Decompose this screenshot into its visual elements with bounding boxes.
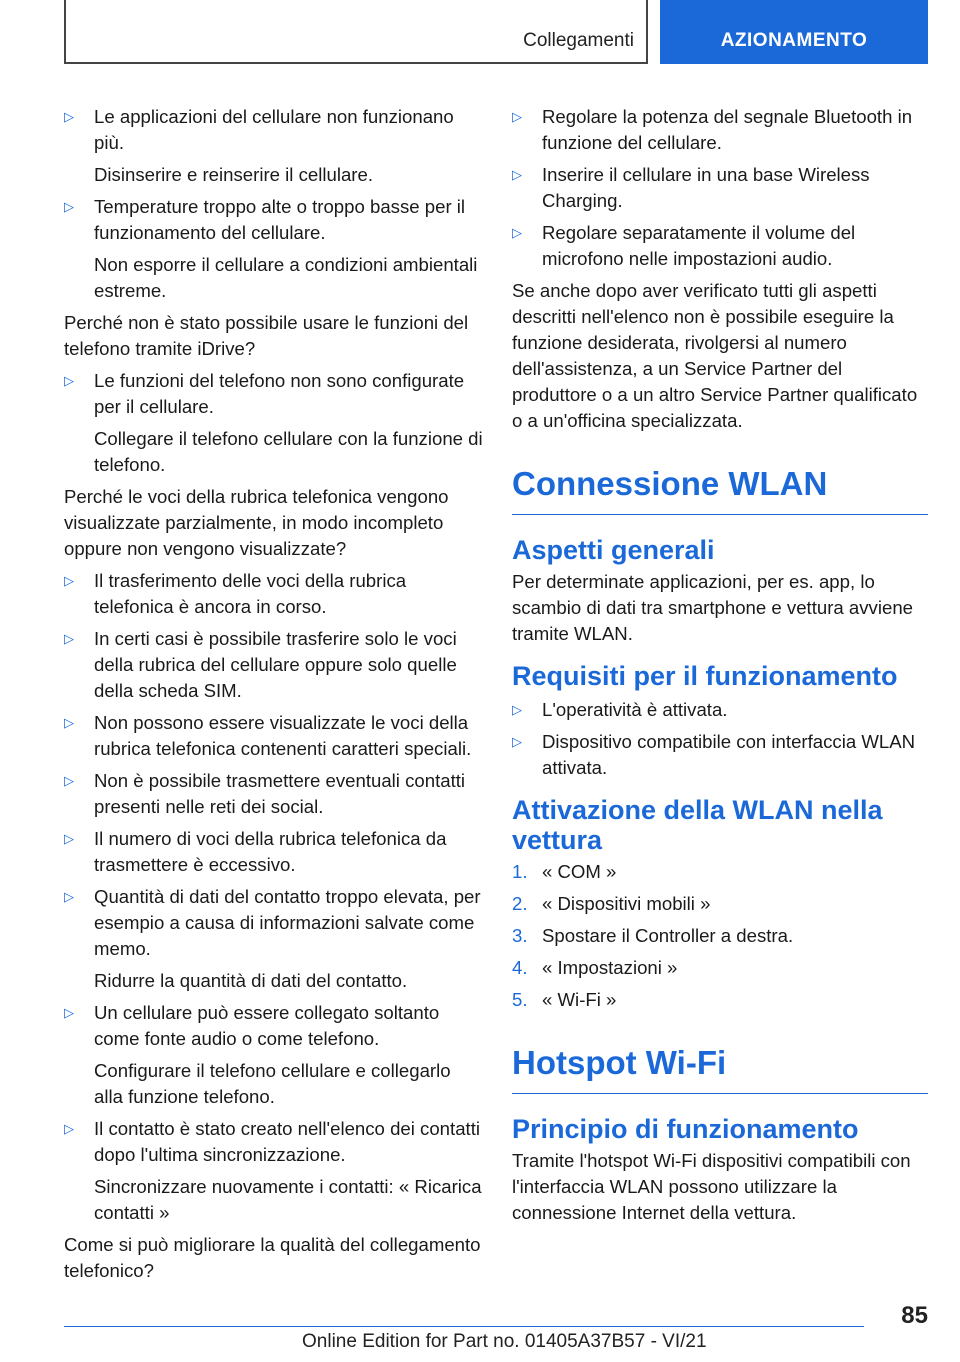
list-item: ▷ Il trasferimento delle voci della rubrica telefonica è ancora in corso.	[64, 570, 407, 617]
triangle-bullet-icon: ▷	[64, 773, 74, 788]
section-tab	[64, 0, 648, 64]
footer-edition: Online Edition for Part no. 01405A37B57 - VI/21	[302, 1331, 707, 1352]
step-item: 1. « COM »	[512, 859, 928, 885]
chapter-title: AZIONAMENTO	[720, 30, 868, 51]
section-title: Collegamenti	[523, 30, 634, 51]
list-item: ▷ Le applicazioni del cellulare non funzionano più. Disinserire e reinserire il cellulare.	[64, 106, 454, 185]
list-item: ▷ L'operatività è attivata.	[512, 697, 928, 723]
step-number: 1.	[512, 861, 528, 882]
triangle-bullet-icon: ▷	[64, 1121, 74, 1136]
section-heading-hotspot: Hotspot Wi-Fi	[512, 1043, 928, 1094]
step-item: 5. « Wi-Fi »	[512, 987, 928, 1013]
triangle-bullet-icon: ▷	[512, 702, 522, 717]
step-item: 3. Spostare il Controller a destra.	[512, 923, 928, 949]
triangle-bullet-icon: ▷	[64, 573, 74, 588]
page-number: 85	[901, 1302, 928, 1329]
list-item: ▷ Il numero di voci della rubrica telefonica da trasmettere è eccessivo.	[64, 828, 447, 875]
question: Come si può migliorare la qualità del collegamento telefonico?	[64, 1234, 481, 1281]
step-item: 2. « Dispositivi mobili »	[512, 891, 928, 917]
paragraph: Tramite l'hotspot Wi-Fi dispositivi compatibili con l'interfaccia WLAN possono utilizzare la connessione Internet della vettura.	[512, 1150, 911, 1223]
triangle-bullet-icon: ▷	[512, 109, 522, 124]
chapter-tab	[660, 0, 928, 64]
triangle-bullet-icon: ▷	[64, 373, 74, 388]
step-number: 4.	[512, 957, 528, 978]
step-number: 2.	[512, 893, 528, 914]
subheading-principle: Principio di funzionamento	[512, 1114, 859, 1144]
list-item: ▷ Temperature troppo alte o troppo basse per il funzionamento del cellulare. Non esporre il cellulare a condizioni ambientali estreme.	[64, 196, 478, 301]
list-item: ▷ Un cellulare può essere collegato soltanto come fonte audio o come telefono. Configurare il telefono cellulare e collegarlo alla funzione telefono.	[64, 1002, 451, 1107]
list-item: ▷ Dispositivo compatibile con interfaccia WLAN attivata.	[512, 731, 916, 778]
subheading-activation: Attivazione della WLAN nella vettura	[512, 795, 883, 855]
question: Perché le voci della rubrica telefonica vengono visualizzate parzialmente, in modo incompleto oppure non vengono visualizzate?	[64, 486, 449, 559]
list-item: ▷ Regolare la potenza del segnale Bluetooth in funzione del cellulare.	[512, 106, 913, 153]
list-item: ▷ Inserire il cellulare in una base Wireless Charging.	[512, 164, 870, 211]
left-column	[64, 104, 484, 1290]
list-item: ▷ In certi casi è possibile trasferire solo le voci della rubrica del cellulare oppure solo quelle della scheda SIM.	[64, 628, 457, 701]
section-heading-wlan: Connessione WLAN	[512, 464, 928, 515]
step-number: 5.	[512, 989, 528, 1010]
paragraph: Per determinate applicazioni, per es. app, lo scambio di dati tra smartphone e vettura avviene tramite WLAN.	[512, 571, 914, 644]
step-number: 3.	[512, 925, 528, 946]
triangle-bullet-icon: ▷	[64, 715, 74, 730]
triangle-bullet-icon: ▷	[512, 167, 522, 182]
triangle-bullet-icon: ▷	[512, 734, 522, 749]
list-item: ▷ Quantità di dati del contatto troppo elevata, per esempio a causa di informazioni salvate come memo. Ridurre la quantità di dati del contatto.	[64, 886, 481, 991]
list-item: ▷ Non possono essere visualizzate le voci della rubrica telefonica contenenti caratteri speciali.	[64, 712, 472, 759]
list-item: ▷ Le funzioni del telefono non sono configurate per il cellulare. Collegare il telefono cellulare con la funzione di telefono.	[64, 370, 483, 475]
triangle-bullet-icon: ▷	[64, 1005, 74, 1020]
list-item: ▷ Non è possibile trasmettere eventuali contatti presenti nelle reti dei social.	[64, 770, 466, 817]
paragraph: Se anche dopo aver verificato tutti gli aspetti descritti nell'elenco non è possibile eseguire la funzione desiderata, rivolgersi al numero dell'assistenza, a un Service Partner del produttore o a un altro Service Partner qualificato o a un'officina specializzata.	[512, 280, 918, 431]
triangle-bullet-icon: ▷	[64, 109, 74, 124]
step-item: 4. « Impostazioni »	[512, 955, 928, 981]
question: Perché non è stato possibile usare le funzioni del telefono tramite iDrive?	[64, 312, 469, 359]
subheading-requirements: Requisiti per il funzionamento	[512, 661, 898, 691]
right-column	[512, 104, 928, 1232]
list-item: ▷ Regolare separatamente il volume del microfono nelle impostazioni audio.	[512, 222, 856, 269]
triangle-bullet-icon: ▷	[64, 831, 74, 846]
triangle-bullet-icon: ▷	[64, 199, 74, 214]
list-item: ▷ Il contatto è stato creato nell'elenco dei contatti dopo l'ultima sincronizzazione. Sincronizzare nuovamente i contatti: « Ricarica contatti »	[64, 1118, 482, 1223]
subheading-general: Aspetti generali	[512, 535, 715, 565]
page-header	[64, 0, 928, 64]
triangle-bullet-icon: ▷	[64, 889, 74, 904]
footer-divider	[64, 1326, 864, 1327]
triangle-bullet-icon: ▷	[512, 225, 522, 240]
triangle-bullet-icon: ▷	[64, 631, 74, 646]
